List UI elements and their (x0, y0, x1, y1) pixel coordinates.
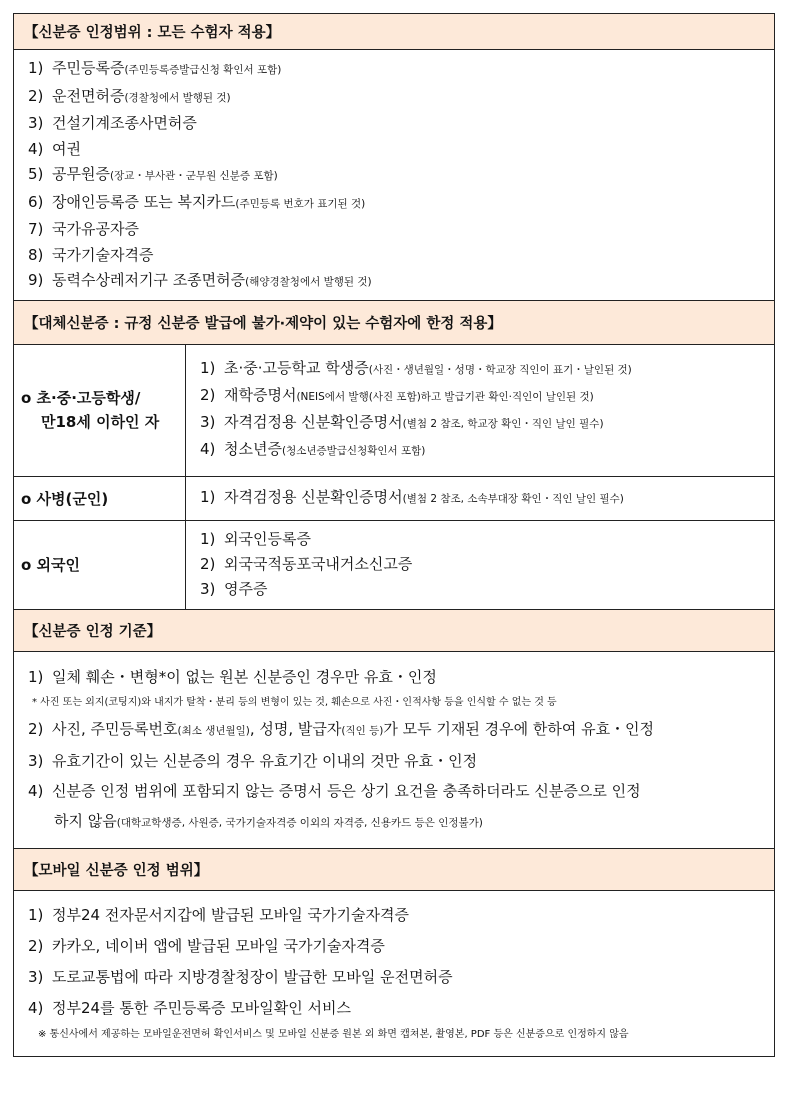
id-item: 7) 국가유공자증 (28, 220, 139, 238)
criteria-item: 3) 유효기간이 있는 신분증의 경우 유효기간 이내의 것만 유효・인정 (28, 751, 478, 770)
id-item: 2) 운전면허증(경찰청에서 발행된 것) (28, 86, 231, 105)
mobile-id-list (14, 891, 774, 1056)
group-label: o 사병(군인) (14, 477, 186, 520)
id-item: 1) 외국인등록증 (200, 530, 311, 548)
criteria-list (14, 652, 774, 848)
id-item: 1) 주민등록증(주민등록증발급신청 확인서 포함) (28, 59, 282, 77)
section-id-criteria (14, 610, 774, 849)
alt-id-row-foreigner (14, 521, 774, 610)
group-label-line: 만18세 이하인 자 (41, 413, 160, 431)
group-items (186, 521, 774, 609)
id-item: 3) 건설기계조종사면허증 (28, 114, 197, 132)
alt-id-row-soldier (14, 477, 774, 521)
criteria-item: 2) 사진, 주민등록번호(최소 생년월일), 성명, 발급자(직인 등)가 모두 기재된 경우에 한하여 유효・인정 (28, 719, 655, 738)
section-header: 【신분증 인정 기준】 (14, 610, 774, 652)
criteria-item-continued: 하지 않음(대학교학생증, 사원증, 국가기술자격증 이외의 자격증, 신용카드 등은 인정불가) (54, 811, 483, 830)
criteria-note: * 사진 또는 외지(코팅지)와 내지가 탈착・분리 등의 변형이 있는 것, 훼손으로 사진・인적사항 등을 인식할 수 없는 것 등 (32, 696, 557, 708)
id-item: 8) 국가기술자격증 (28, 245, 154, 264)
group-label: o 외국인 (14, 521, 186, 609)
id-item: 9) 동력수상레저기구 조종면허증(해양경찰청에서 발행된 것) (28, 271, 372, 289)
section-header: 【신분증 인정범위 : 모든 수험자 적용】 (14, 14, 774, 50)
id-item: 4) 청소년증(청소년증발급신청확인서 포함) (200, 440, 426, 458)
mobile-id-note: ※ 통신사에서 제공하는 모바일운전면허 확인서비스 및 모바일 신분증 원본 외 화면 캡쳐본, 촬영본, PDF 등은 신분증으로 인정하지 않음 (38, 1028, 629, 1040)
section-header: 【모바일 신분증 인정 범위】 (14, 849, 774, 891)
mobile-id-item: 1) 정부24 전자문서지갑에 발급된 모바일 국가기술자격증 (28, 905, 409, 924)
section-standard-id (14, 14, 774, 301)
criteria-item: 4) 신분증 인정 범위에 포함되지 않는 증명서 등은 상기 요건을 충족하더라도 신분증으로 인정 (28, 781, 641, 800)
mobile-id-item: 2) 카카오, 네이버 앱에 발급된 모바일 국가기술자격증 (28, 936, 385, 955)
group-items (186, 345, 774, 476)
alt-id-row-students (14, 345, 774, 477)
mobile-id-item: 4) 정부24를 통한 주민등록증 모바일확인 서비스 (28, 998, 351, 1017)
section-header: 【대체신분증 : 규정 신분증 발급에 불가·제약이 있는 수험자에 한정 적용】 (14, 301, 774, 345)
id-item: 3) 자격검정용 신분확인증명서(별첨 2 참조, 학교장 확인・직인 날인 필수) (200, 413, 604, 431)
id-item: 5) 공무원증(장교・부사관・군무원 신분증 포함) (28, 165, 278, 183)
id-recognition-document (13, 13, 775, 1057)
id-item: 1) 초·중·고등학교 학생증(사진・생년월일・성명・학교장 직인이 표기・날인된 것) (200, 359, 632, 377)
group-items (186, 477, 774, 520)
id-item: 6) 장애인등록증 또는 복지카드(주민등록 번호가 표기된 것) (28, 192, 366, 211)
section-mobile-id (14, 849, 774, 1056)
id-item: 4) 여권 (28, 139, 81, 158)
standard-id-list (14, 50, 774, 300)
group-label (14, 345, 186, 476)
id-item: 1) 자격검정용 신분확인증명서(별첨 2 참조, 소속부대장 확인・직인 날인 필수) (200, 487, 624, 506)
mobile-id-item: 3) 도로교통법에 따라 지방경찰청장이 발급한 모바일 운전면허증 (28, 967, 453, 986)
id-item: 2) 재학증명서(NEIS에서 발행(사진 포함)하고 발급기관 확인·직인이 날인된 것) (200, 386, 594, 404)
id-item: 2) 외국국적동포국내거소신고증 (200, 555, 413, 573)
criteria-item: 1) 일체 훼손・변형*이 없는 원본 신분증인 경우만 유효・인정 (28, 667, 437, 686)
id-item: 3) 영주증 (200, 580, 268, 598)
group-label-line: o 초·중·고등학생/ (21, 389, 141, 407)
